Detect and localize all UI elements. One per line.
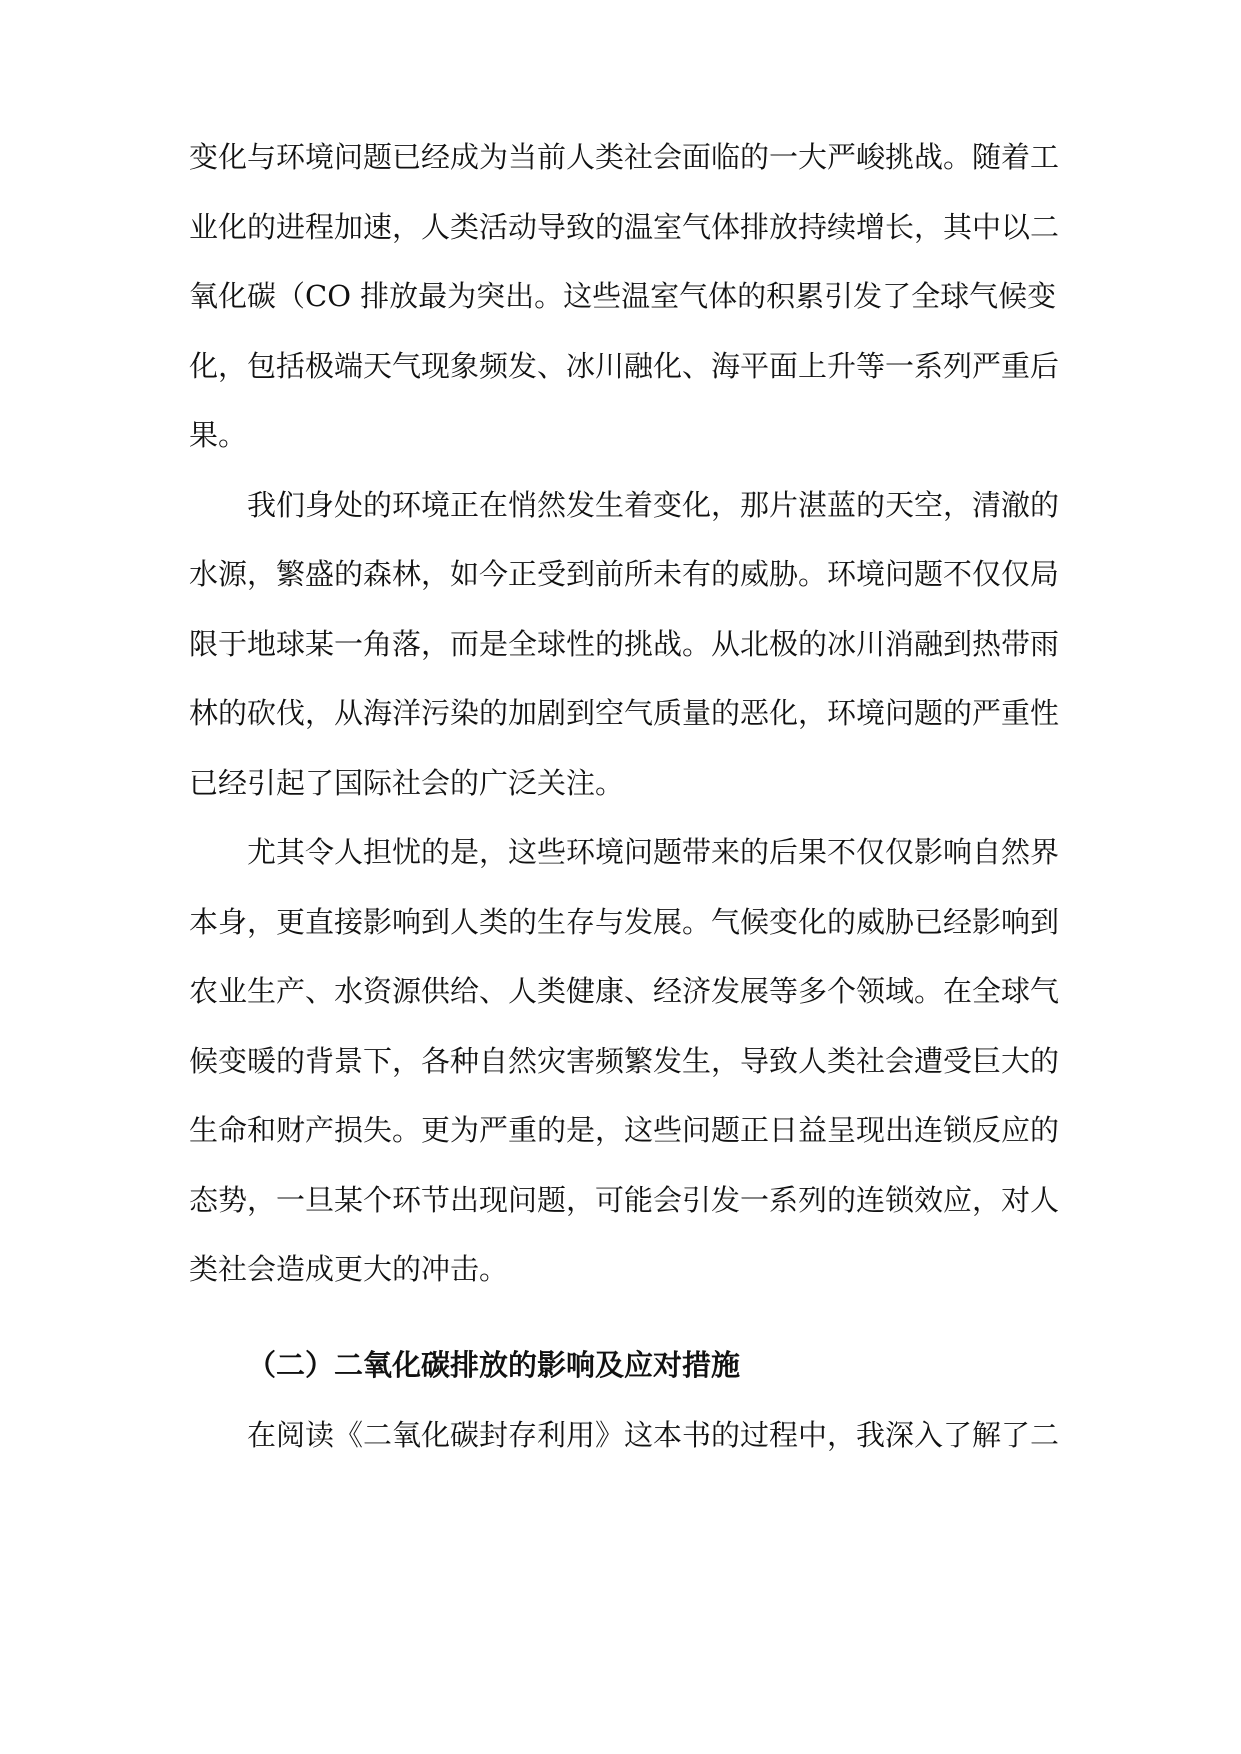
paragraph-3-line-7: 类社会造成更大的冲击。 — [189, 1252, 509, 1286]
paragraph-1-line-3: 氧化碳（CO 排放最为突出。这些温室气体的积累引发了全球气候变 — [189, 279, 1057, 313]
paragraph-4-line-1: 在阅读《二氧化碳封存利用》这本书的过程中，我深入了解了二 — [247, 1418, 1060, 1452]
paragraph-3-line-5: 生命和财产损失。更为严重的是，这些问题正日益呈现出连锁反应的 — [189, 1113, 1060, 1147]
paragraph-1-line-4: 化，包括极端天气现象频发、冰川融化、海平面上升等一系列严重后 — [189, 349, 1060, 383]
paragraph-3-line-3: 农业生产、水资源供给、人类健康、经济发展等多个领域。在全球气 — [189, 974, 1060, 1008]
paragraph-1-line-5: 果。 — [189, 418, 248, 452]
paragraph-2-line-5: 已经引起了国际社会的广泛关注。 — [189, 766, 625, 800]
paragraph-2-line-4: 林的砍伐，从海洋污染的加剧到空气质量的恶化，环境问题的严重性 — [189, 696, 1060, 730]
paragraph-3-line-2: 本身，更直接影响到人类的生存与发展。气候变化的威胁已经影响到 — [189, 905, 1060, 939]
paragraph-2-line-3: 限于地球某一角落，而是全球性的挑战。从北极的冰川消融到热带雨 — [189, 627, 1060, 661]
paragraph-1-line-2: 业化的进程加速，人类活动导致的温室气体排放持续增长，其中以二 — [189, 210, 1060, 244]
paragraph-1-line-1: 变化与环境问题已经成为当前人类社会面临的一大严峻挑战。随着工 — [189, 140, 1060, 174]
paragraph-3-line-6: 态势，一旦某个环节出现问题，可能会引发一系列的连锁效应，对人 — [189, 1183, 1060, 1217]
paragraph-2-line-1: 我们身处的环境正在悄然发生着变化，那片湛蓝的天空，清澈的 — [247, 488, 1060, 522]
paragraph-3-line-1: 尤其令人担忧的是，这些环境问题带来的后果不仅仅影响自然界 — [247, 835, 1060, 869]
paragraph-3-line-4: 候变暖的背景下，各种自然灾害频繁发生，导致人类社会遭受巨大的 — [189, 1044, 1060, 1078]
paragraph-2-line-2: 水源，繁盛的森林，如今正受到前所未有的威胁。环境问题不仅仅局 — [189, 557, 1060, 591]
section-heading: （二）二氧化碳排放的影响及应对措施 — [247, 1348, 741, 1382]
